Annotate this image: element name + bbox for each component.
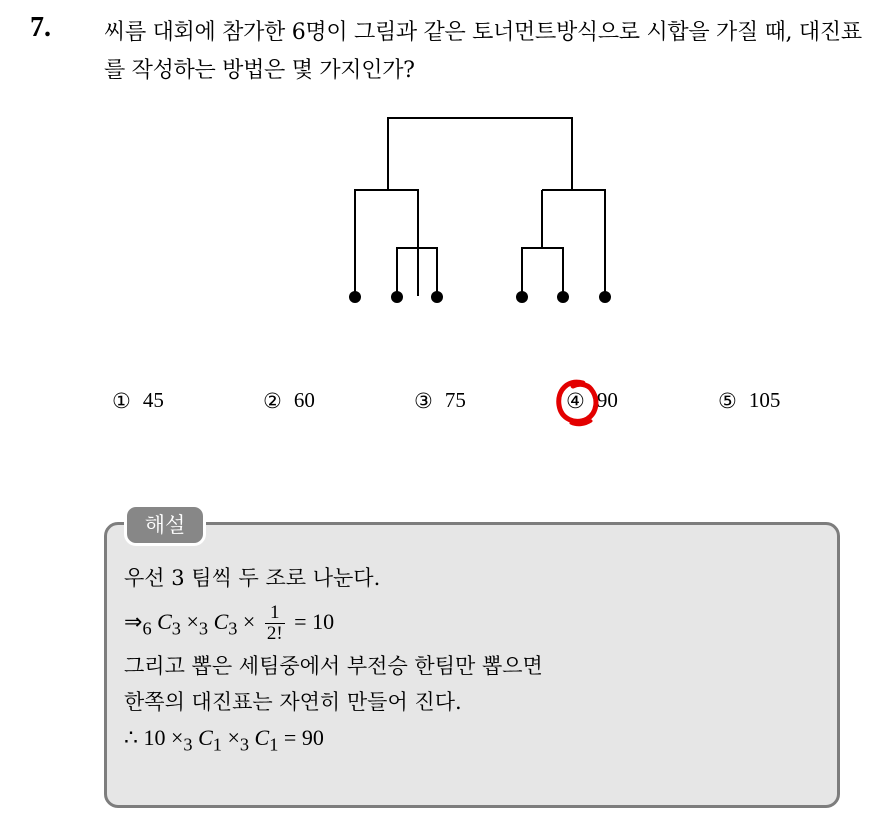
- equals-symbol: =: [283, 725, 297, 750]
- result-value: 10: [312, 609, 335, 634]
- solution-line-4: 한쪽의 대진표는 자연히 만들어 진다.: [124, 690, 462, 714]
- choice-4-mark: ④: [566, 388, 585, 413]
- subscript: 6: [142, 618, 152, 639]
- solution-line-2: [124, 596, 824, 648]
- choice-1-value: 45: [142, 388, 164, 412]
- player-dot: [431, 291, 443, 303]
- choice-3-mark: ③: [414, 388, 433, 413]
- times-symbol: ×: [171, 725, 184, 750]
- combination-symbol: C: [254, 725, 270, 750]
- solution-line-1: 우선 3 팀씩 두 조로 나눈다.: [124, 566, 381, 590]
- solution-line-3: 그리고 뽑은 세팀중에서 부전승 한팀만 뽑으면: [124, 654, 543, 678]
- combination-symbol: C: [198, 725, 213, 750]
- solution-line-5: [124, 720, 824, 756]
- arrow-symbol: ⇒: [124, 609, 143, 634]
- subscript: 1: [269, 734, 279, 755]
- choice-1[interactable]: [112, 388, 164, 413]
- bracket-right-first: [522, 248, 563, 296]
- choice-5[interactable]: [718, 388, 780, 413]
- combination-symbol: C: [157, 609, 172, 634]
- choice-3[interactable]: [414, 388, 466, 413]
- choice-2-mark: ②: [263, 388, 282, 413]
- answer-circle-mark: [553, 377, 603, 429]
- choice-3-value: 75: [444, 388, 466, 412]
- subscript: 3: [198, 618, 209, 639]
- choice-5-mark: ⑤: [718, 388, 737, 413]
- times-symbol: ×: [186, 609, 199, 634]
- choice-5-value: 105: [748, 388, 781, 412]
- bracket-right-semi: [542, 190, 605, 296]
- fraction-denominator: 2!: [266, 623, 283, 645]
- choice-4-value: 90: [596, 388, 618, 412]
- choice-1-mark: ①: [112, 388, 131, 413]
- question-text: 씨름 대회에 참가한 6명이 그림과 같은 토너먼트방식으로 시합을 가질 때, 대진표를 작성하는 방법은 몇 가지인가?: [104, 20, 862, 83]
- solution-tag: 해설: [124, 504, 206, 546]
- question-number: 7.: [30, 12, 51, 43]
- number-ten: 10: [143, 725, 166, 750]
- player-dot: [599, 291, 611, 303]
- fraction-numerator: 1: [265, 603, 285, 624]
- therefore-symbol: ∴: [124, 725, 138, 750]
- player-dot: [391, 291, 403, 303]
- subscript: 3: [239, 734, 250, 755]
- choice-2[interactable]: [263, 388, 315, 413]
- subscript: 3: [171, 618, 181, 639]
- player-dot: [516, 291, 528, 303]
- subscript: 3: [183, 734, 193, 755]
- times-symbol: ×: [242, 609, 256, 634]
- fraction: [265, 603, 285, 644]
- times-symbol: ×: [227, 725, 240, 750]
- subscript: 1: [212, 734, 222, 755]
- player-dot: [557, 291, 569, 303]
- combination-symbol: C: [213, 609, 229, 634]
- tournament-bracket-diagram: [330, 108, 630, 312]
- bracket-left-semi: [355, 190, 418, 296]
- equals-symbol: =: [294, 609, 307, 634]
- player-dot: [349, 291, 361, 303]
- bracket-final: [388, 118, 572, 190]
- answer-choices: [0, 388, 884, 424]
- choice-2-value: 60: [293, 388, 315, 412]
- solution-content: [124, 560, 824, 756]
- result-value: 90: [301, 725, 324, 750]
- subscript: 3: [228, 618, 238, 639]
